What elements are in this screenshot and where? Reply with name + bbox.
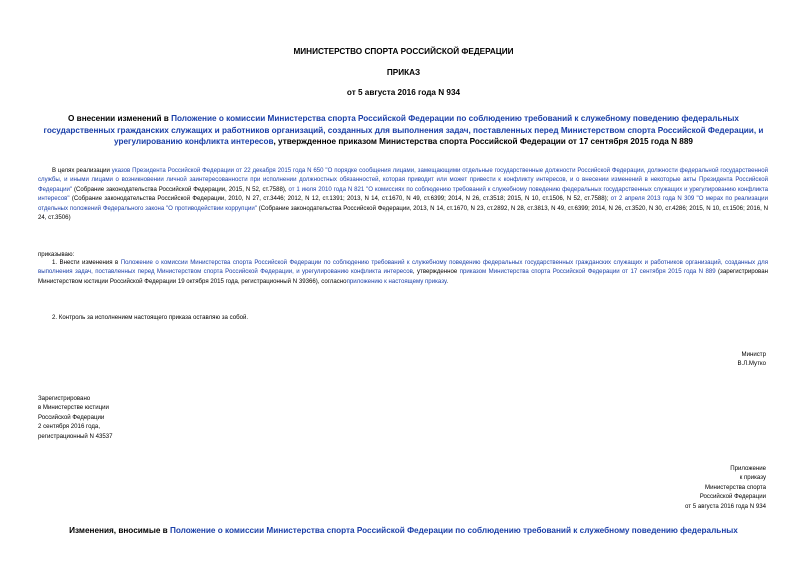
changes-heading [20, 525, 787, 537]
appendix-line-5: от 5 августа 2016 года N 934 [685, 502, 766, 510]
item-1-text-4: . [446, 277, 449, 285]
appendix-line-4: Российской Федерации [699, 493, 766, 501]
order-date: от 5 августа 2016 года N 934 [346, 88, 461, 97]
signature-block [646, 350, 766, 369]
registration-line-4: 2 сентября 2016 года, [38, 423, 101, 431]
preamble-text-1: В целях реализации [52, 167, 112, 174]
appendix-link[interactable]: приложению к настоящему приказу [346, 277, 447, 285]
title-regulation-link[interactable]: Положение о комиссии Министерства спорта Российской Федерации по соблюдению требований к служебному поведению федеральных государственных гражданских служащих и работников организаций, созданных для выполнения задач, поставленных перед Министерством спорта Российской Федерации, и урегулированию конфликта интересов [43, 114, 764, 146]
decree-309-link[interactable]: от 2 апреля 2013 года N 309 "О мерах по реализации отдельных положений Федерального закона "О противодействии коррупции" [38, 195, 768, 212]
ministry-heading: МИНИСТЕРСТВО СПОРТА РОССИЙСКОЙ ФЕДЕРАЦИИ [293, 47, 514, 56]
item-1-text-1: 1. Внести изменения в [52, 259, 121, 266]
registration-line-5: регистрационный N 43537 [38, 432, 113, 440]
changes-prefix: Изменения, вносимые в [69, 526, 170, 535]
item-1-paragraph [38, 258, 768, 286]
order-889-link[interactable]: приказом Министерства спорта Российской Федерации от 17 сентября 2015 года N 889 [459, 268, 716, 276]
preamble-text-2: (Собрание законодательства Российской Федерации, 2015, N 52, ст.7588), [72, 185, 289, 193]
appendix-line-3: Министерства спорта [705, 483, 766, 491]
preamble-text-3: (Собрание законодательства Российской Федерации, 2010, N 27, ст.3446; 2012, N 12, ст.1391; 2013, N 14, ст.1670, N 49, ст.6399; 2014, N 26, ст.3518; 2015, N 10, ст.1506, N 52, ст.7588); [69, 195, 611, 203]
document-title [40, 113, 767, 148]
preamble-paragraph [38, 166, 768, 222]
preamble-text-4: (Собрание законодательства Российской Федерации, 2013, N 14, ст.1670, N 23, ст.2892, N 28, ст.3813, N 49, ст.6399; 2014, N 26, ст.3520, N 30, ст.4286; 2015, N 10, ст.1506; 2016, N 24, ст.3506) [38, 204, 768, 222]
item-1-text-3: (зарегистрирован Министерством юстиции Российской Федерации 19 октября 2015 года, регистрационный N 39366), согласно [38, 268, 768, 285]
title-prefix: О внесении изменений в [68, 114, 172, 123]
registration-line-2: в Министерстве юстиции [38, 404, 109, 412]
appendix-line-2: к приказу [739, 474, 766, 482]
registration-block [38, 394, 238, 441]
order-heading: ПРИКАЗ [386, 68, 421, 77]
item-1-regulation-link[interactable]: Положение о комиссии Министерства спорта Российской Федерации по соблюдению требований к служебному поведению федеральных государственных гражданских служащих и работников организаций, созданных для выполнения задач, поставленных перед Министерством спорта Российской Федерации, и урегулированию конфликта интересов [38, 259, 768, 276]
appendix-line-1: Приложение [730, 465, 766, 472]
decree-650-link[interactable]: указов Президента Российской Федерации от 22 декабря 2015 года N 650 "О порядке сообщения лицами, замещающими отдельные государственные должности Российской Федерации, должности федеральной государственной службы, и иными лицами о возникновении личной заинтересованности при исполнении должностных обязанностей, которая приводит или может привести к конфликту интересов, и о внесении изменений в некоторые акты Президента Российской Федерации" [38, 167, 768, 193]
registration-line-3: Российской Федерации [38, 413, 105, 421]
appendix-block [566, 464, 766, 511]
signer-position: Министр [741, 351, 766, 358]
item-2-paragraph: 2. Контроль за исполнением настоящего приказа оставляю за собой. [52, 314, 249, 321]
decree-821-link[interactable]: от 1 июля 2010 года N 821 "О комиссиях по соблюдению требований к служебному поведению федеральных государственных служащих и урегулированию конфликта интересов" [38, 185, 768, 203]
item-1-text-2: , утвержденное [412, 268, 460, 276]
orders-word: приказываю: [38, 251, 75, 258]
registration-line-1: Зарегистрировано [38, 395, 91, 402]
changes-regulation-link[interactable]: Положение о комиссии Министерства спорта Российской Федерации по соблюдению требований к служебному поведению федеральных [169, 526, 738, 535]
signer-name: В.Л.Мутко [737, 360, 766, 368]
title-suffix: , утвержденное приказом Министерства спорта Российской Федерации от 17 сентября 2015 года N 889 [273, 137, 693, 146]
